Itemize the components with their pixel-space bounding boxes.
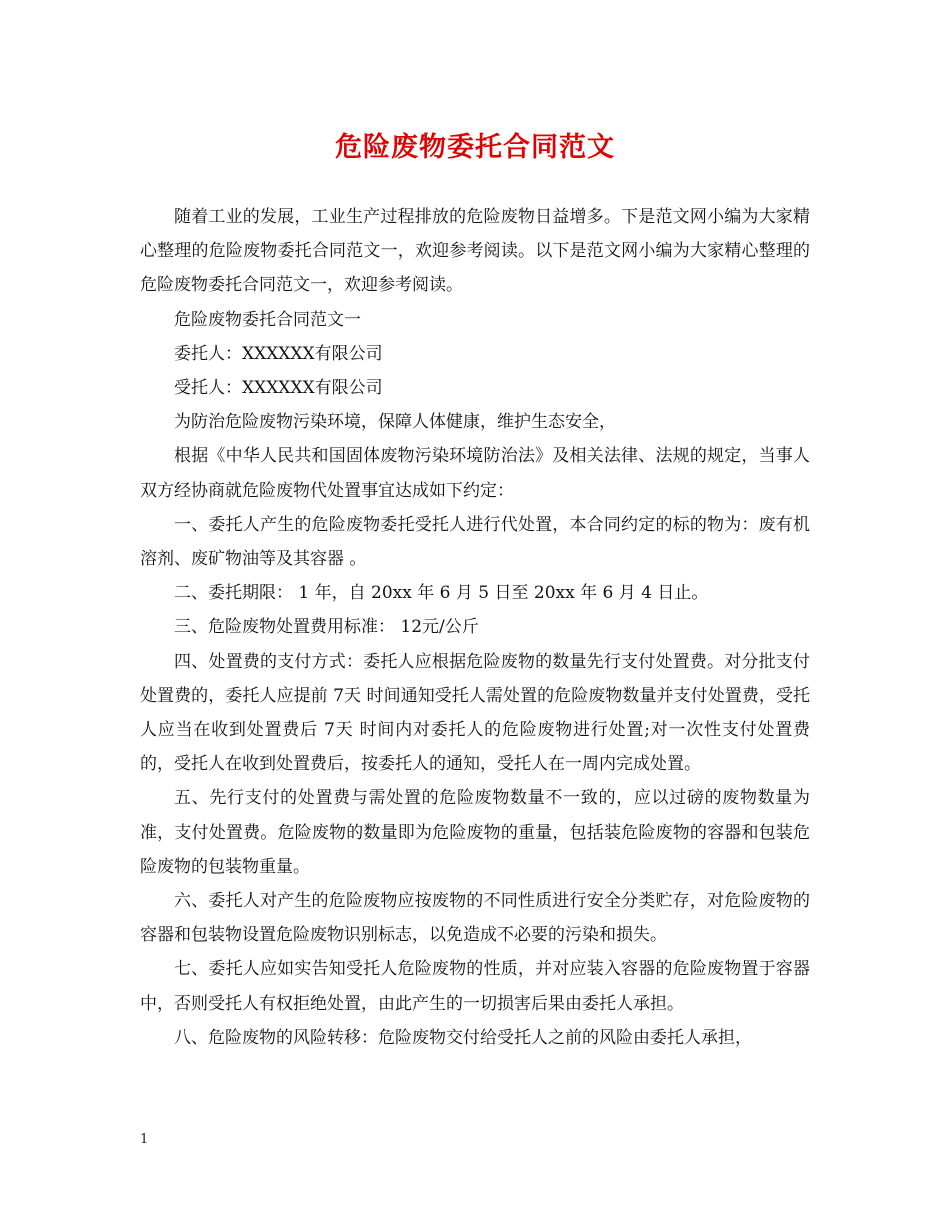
clause-4: 四、处置费的支付方式：委托人应根据危险废物的数量先行支付处置费。对分批支付处置费的，委托人应提前 7天 时间通知受托人需处置的危险废物数量并支付处置费，受托人应当在收到处置费后 7天 时间内对委托人的危险废物进行处置;对一次性支付处置费的，受托人在收到处置费后，按委托人的通知，受托人在一周内完成处置。 [140,651,810,775]
clause-3: 三、危险废物处置费用标准： 12元/公斤 [174,617,479,638]
purpose-paragraph: 为防治危险废物污染环境，保障人体健康，维护生态安全， [174,412,616,433]
clause-1: 一、委托人产生的危险废物委托受托人进行代处置，本合同约定的标的物为：废有机溶剂、废矿物油等及其容器 。 [140,514,810,570]
clause-5: 五、先行支付的处置费与需处置的危险废物数量不一致的，应以过磅的废物数量为准，支付处置费。危险废物的数量即为危险废物的重量，包括装危险废物的容器和包装危险废物的包装物重量。 [140,788,810,877]
page-number: 1 [140,1132,149,1147]
clause-7: 七、委托人应如实告知受托人危险废物的性质，并对应装入容器的危险废物置于容器中，否则受托人有权拒绝处置，由此产生的一切损害后果由委托人承担。 [140,959,810,1014]
intro-paragraph: 随着工业的发展，工业生产过程排放的危险废物日益增多。下是范文网小编为大家精心整理的危险废物委托合同范文一，欢迎参考阅读。以下是范文网小编为大家精心整理的危险废物委托合同范文一，欢迎参考阅读。 [140,207,810,296]
document-title: 危险废物委托合同范文 [335,132,615,163]
clause-2: 二、委托期限： 1 年，自 20xx 年 6 月 5 日至 20xx 年 6 月 4 日止。 [174,583,709,604]
principal-line: 委托人：XXXXXX有限公司 [174,343,383,364]
trustee-line: 受托人：XXXXXX有限公司 [174,378,383,399]
clause-8: 八、危险废物的风险转移：危险废物交付给受托人之前的风险由委托人承担， [174,1027,752,1048]
contract-heading: 危险废物委托合同范文一 [174,309,361,330]
document-body [140,200,810,1055]
clause-6: 六、委托人对产生的危险废物应按废物的不同性质进行安全分类贮存，对危险废物的容器和包装物设置危险废物识别标志，以免造成不必要的污染和损失。 [140,891,810,946]
legal-basis-paragraph: 根据《中华人民共和国固体废物污染环境防治法》及相关法律、法规的规定，当事人双方经协商就危险废物代处置事宜达成如下约定： [140,446,810,501]
